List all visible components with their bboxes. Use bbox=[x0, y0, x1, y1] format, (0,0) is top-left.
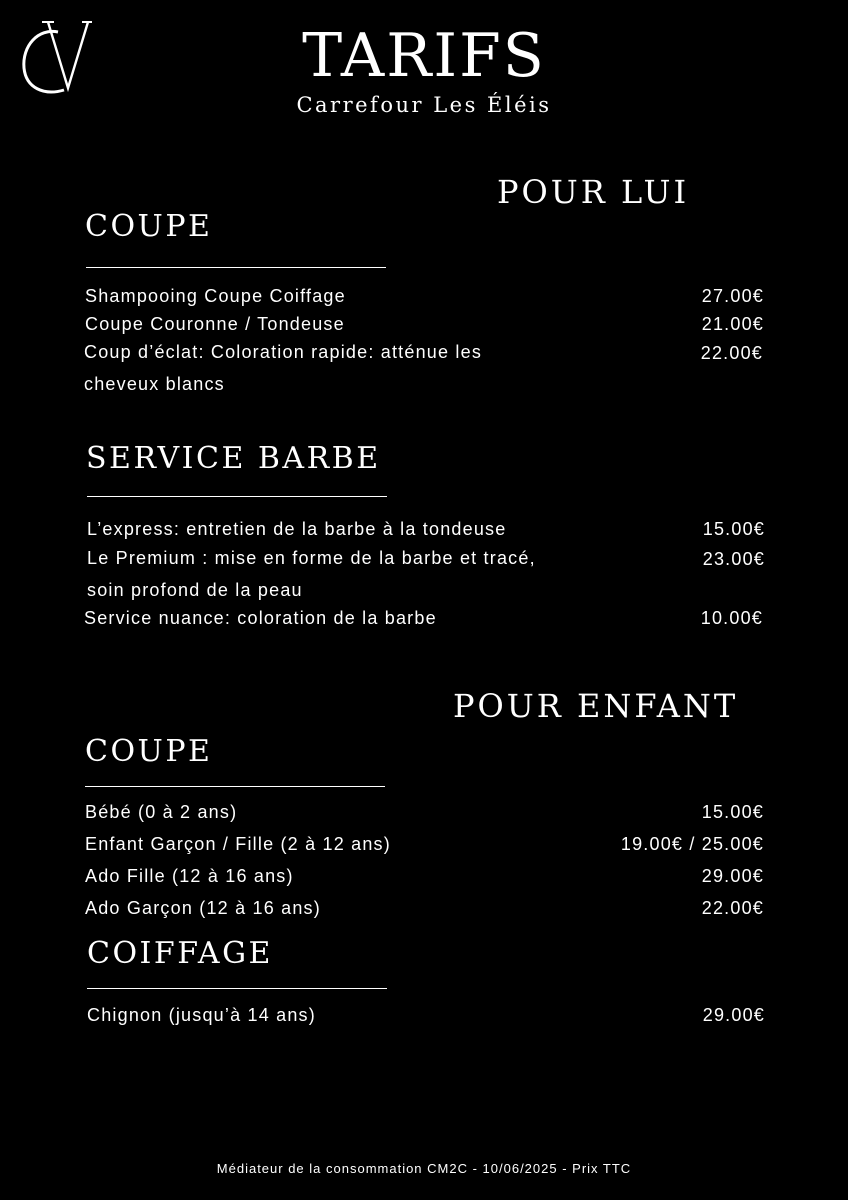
price-item-value: 22.00€ bbox=[701, 898, 764, 918]
category-title-service-barbe: SERVICE BARBE bbox=[86, 441, 381, 476]
divider bbox=[87, 496, 387, 497]
price-item-value: 15.00€ bbox=[701, 802, 764, 822]
price-item-value: 22.00€ bbox=[700, 343, 763, 363]
price-item-value: 21.00€ bbox=[701, 314, 764, 334]
page-title: TARIFS bbox=[302, 21, 546, 91]
price-item-value: 15.00€ bbox=[702, 519, 765, 539]
price-item-label: Shampooing Coupe Coiffage bbox=[85, 286, 346, 306]
category-title-coiffage: COIFFAGE bbox=[87, 936, 273, 971]
price-item-label: L’express: entretien de la barbe à la tondeuse bbox=[87, 519, 507, 539]
price-item-label: Ado Garçon (12 à 16 ans) bbox=[85, 898, 321, 918]
price-item-value: 29.00€ bbox=[702, 1005, 765, 1025]
price-item-label: Chignon (jusqu’à 14 ans) bbox=[87, 1005, 316, 1025]
price-item-value: 10.00€ bbox=[700, 608, 763, 628]
category-title-coupe: COUPE bbox=[85, 209, 213, 244]
divider bbox=[85, 786, 385, 787]
price-item-label: Enfant Garçon / Fille (2 à 12 ans) bbox=[85, 834, 391, 854]
price-item-label: Bébé (0 à 2 ans) bbox=[85, 802, 238, 822]
price-item-label: Coup d’éclat: Coloration rapide: atténue les bbox=[84, 342, 483, 362]
footer-note: Médiateur de la consommation CM2C - 10/06/2025 - Prix TTC bbox=[216, 1161, 632, 1176]
price-item-label-continued: soin profond de la peau bbox=[87, 580, 303, 600]
price-item-value: 19.00€ / 25.00€ bbox=[620, 834, 764, 854]
category-title-coupe-enfant: COUPE bbox=[85, 734, 213, 769]
price-item-value: 29.00€ bbox=[701, 866, 764, 886]
price-item-label: Ado Fille (12 à 16 ans) bbox=[85, 866, 294, 886]
price-item-label: Coupe Couronne / Tondeuse bbox=[85, 314, 345, 334]
divider bbox=[86, 267, 386, 268]
price-item-label-continued: cheveux blancs bbox=[84, 374, 225, 394]
section-heading-pour-lui: POUR LUI bbox=[497, 173, 690, 211]
price-item-label: Service nuance: coloration de la barbe bbox=[84, 608, 437, 628]
section-heading-pour-enfant: POUR ENFANT bbox=[453, 687, 739, 725]
price-item-value: 27.00€ bbox=[701, 286, 764, 306]
price-item-label: Le Premium : mise en forme de la barbe et tracé, bbox=[87, 548, 536, 568]
price-item-value: 23.00€ bbox=[702, 549, 765, 569]
divider bbox=[87, 988, 387, 989]
page-subtitle: Carrefour Les Éléis bbox=[296, 93, 552, 117]
